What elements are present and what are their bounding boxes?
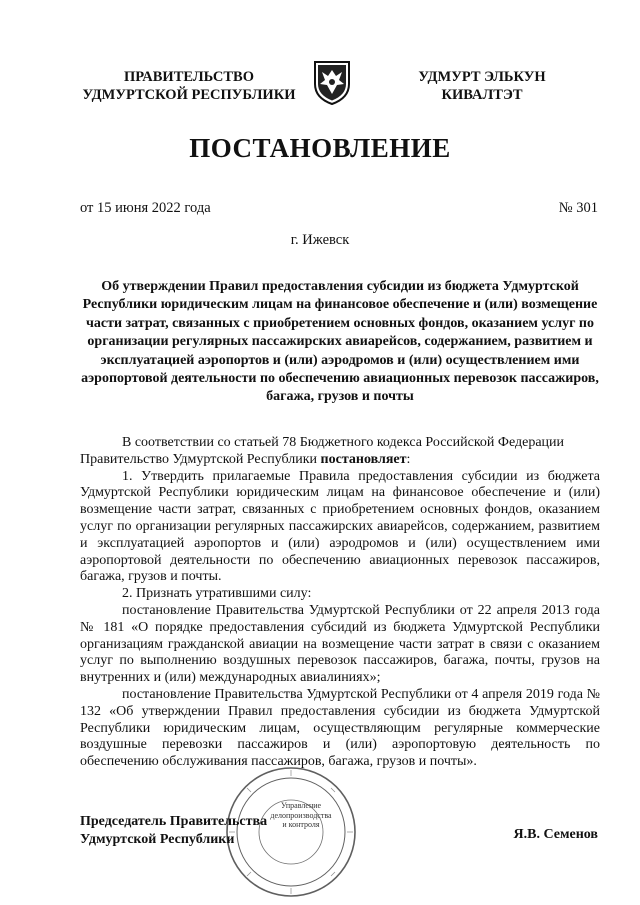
signatory-position-line1: Председатель Правительства [80, 814, 268, 829]
stamp-line-3: и контроля [282, 820, 320, 829]
body-p2-text: Правительство Удмуртской Республики [80, 451, 321, 467]
signatory-position [80, 813, 267, 849]
body-p2-end: : [406, 451, 411, 467]
body-paragraph-5: постановление Правительства Удмуртской Республики от 22 апреля 2013 года № 181 «О порядке предоставления субсидий из бюджета Удмуртской Республики организациям гражданской авиации на возмещение части затрат в связи с оказанием услуг по выполнению воздушных перевозок пассажиров, багажа, почты, грузов на внутренних и (или) международных авиалиниях»; [80, 602, 600, 686]
stamp-text [258, 801, 344, 830]
header-left-line1: ПРАВИТЕЛЬСТВО [124, 69, 254, 85]
document-body [80, 435, 600, 771]
header-left-line2: УДМУРТСКОЙ РЕСПУБЛИКИ [82, 87, 296, 103]
document-number: № 301 [558, 200, 598, 216]
body-paragraph-2 [80, 452, 600, 469]
coat-of-arms-icon [311, 58, 353, 106]
body-paragraph-4: 2. Признать утратившими силу: [122, 586, 312, 602]
document-type: ПОСТАНОВЛЕНИЕ [189, 133, 451, 163]
stamp-line-1: Управление [280, 801, 322, 810]
document-subject: Об утверждении Правил предоставления субсидии из бюджета Удмуртской Республики юридическим лицам на финансовое обеспечение и (или) возмещение части затрат, связанных с приобретением основных фондов, оказанием услуг по организации регулярных пассажирских авиарейсов, содержанием, развитием и эксплуатацией аэропортов и (или) аэродромов и (или) осуществлением ими аэропортовой деятельности по обеспечению авиационных перевозок пассажиров, багажа, грузов и почты [81, 279, 599, 405]
header-russian [64, 68, 314, 104]
header-right-line2: КИВАЛТЭТ [441, 87, 523, 103]
signatory-position-line2: Удмуртской Республики [80, 832, 235, 847]
document-city: г. Ижевск [290, 232, 350, 248]
header-right-line1: УДМУРТ ЭЛЬКУН [418, 69, 546, 85]
body-p2-bold: постановляет [320, 451, 407, 467]
signatory-name: Я.В. Семенов [513, 827, 598, 842]
header-udmurt [372, 68, 592, 104]
stamp-line-2: делопроизводства [270, 810, 332, 820]
body-paragraph-1: В соответствии со статьей 78 Бюджетного кодекса Российской Федерации [122, 435, 565, 450]
body-paragraph-6: постановление Правительства Удмуртской Республики от 4 апреля 2019 года № 132 «Об утверждении Правил предоставления субсидии из бюджета Удмуртской Республики юридическим лицам, осуществляющим регулярные коммерческие воздушные перевозки пассажиров и (или) аэропортовую деятельность по обеспечению обслуживания пассажиров, багажа, грузов и почты». [80, 686, 600, 770]
document-date: от 15 июня 2022 года [80, 200, 211, 216]
body-paragraph-3: 1. Утвердить прилагаемые Правила предоставления субсидии из бюджета Удмуртской Республики юридическим лицам на финансовое обеспечение и (или) возмещение части затрат, связанных с приобретением основных фондов, оказанием услуг по организации регулярных пассажирских авиарейсов, содержанием, развитием и эксплуатацией аэропортов и (или) аэродромов и (или) осуществлением ими аэропортовой деятельности по обеспечению авиационных перевозок пассажиров, багажа, грузов и почты. [80, 468, 600, 585]
